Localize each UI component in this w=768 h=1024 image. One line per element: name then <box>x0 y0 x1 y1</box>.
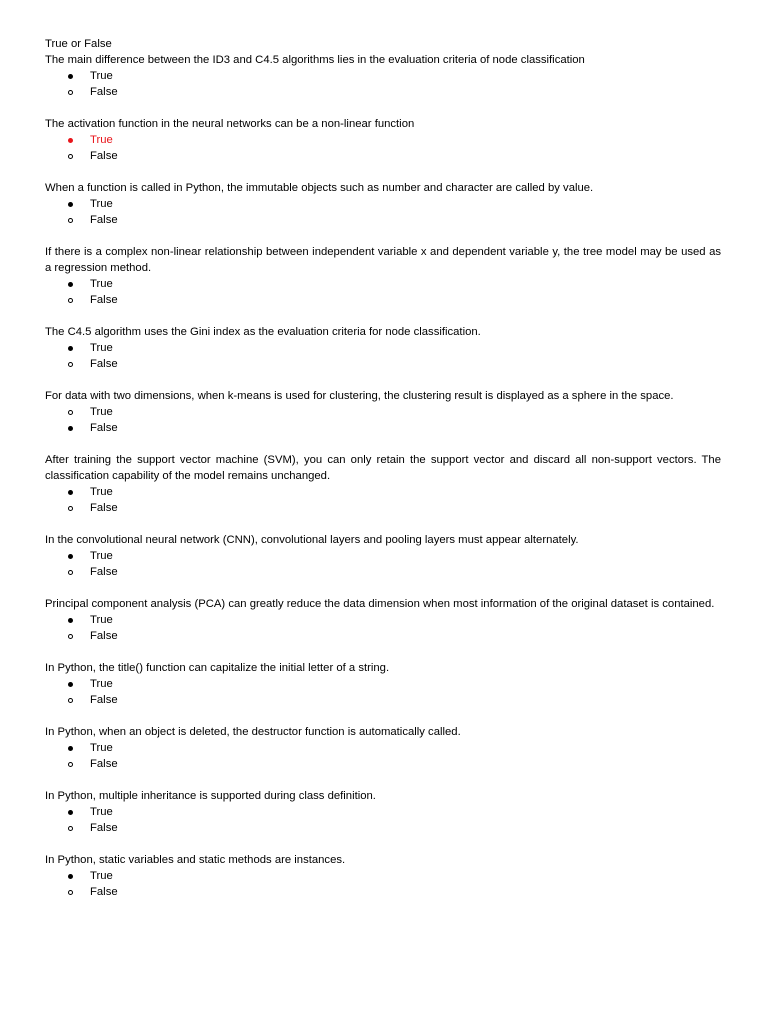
filled-bullet-icon <box>67 484 77 500</box>
question-item <box>45 388 721 436</box>
answer-option <box>45 804 721 820</box>
answer-options <box>45 132 721 164</box>
hollow-circle-bullet-icon <box>67 356 77 372</box>
answer-option <box>45 692 721 708</box>
question-text: The activation function in the neural networks can be a non-linear function <box>45 118 415 130</box>
option-label: False <box>90 294 118 306</box>
hollow-circle-bullet-icon <box>67 692 77 708</box>
answer-options <box>45 868 721 900</box>
answer-option <box>45 612 721 628</box>
filled-bullet-icon <box>67 132 77 148</box>
question-item <box>45 596 721 644</box>
hollow-circle-bullet-icon <box>67 756 77 772</box>
question-item <box>45 244 721 308</box>
option-label: True <box>90 278 113 290</box>
option-label: False <box>90 630 118 642</box>
question-item <box>45 52 721 100</box>
question-text: If there is a complex non-linear relationship between independent variable x and dependent variable y, the tree model may be used as a regression method. <box>45 246 721 274</box>
option-label: True <box>90 806 113 818</box>
answer-option <box>45 420 721 436</box>
filled-bullet-icon <box>67 196 77 212</box>
answer-option <box>45 84 721 100</box>
question-item <box>45 180 721 228</box>
option-label: False <box>90 758 118 770</box>
question-text: In Python, the title() function can capitalize the initial letter of a string. <box>45 662 390 674</box>
hollow-circle-bullet-icon <box>67 884 77 900</box>
question-text: After training the support vector machine (SVM), you can only retain the support vector and discard all non-support vectors. The classification capability of the model remains unchanged. <box>45 454 721 482</box>
question-text: In Python, when an object is deleted, the destructor function is automatically called. <box>45 726 461 738</box>
answer-options <box>45 676 721 708</box>
option-label: False <box>90 694 118 706</box>
document-title: True or False <box>45 38 112 50</box>
answer-option <box>45 740 721 756</box>
option-label: False <box>90 822 118 834</box>
option-label: False <box>90 358 118 370</box>
hollow-circle-bullet-icon <box>67 148 77 164</box>
option-label: False <box>90 214 118 226</box>
question-text: The main difference between the ID3 and C4.5 algorithms lies in the evaluation criteria of node classification <box>45 54 585 66</box>
hollow-circle-bullet-icon <box>67 404 77 420</box>
option-label: True <box>90 870 113 882</box>
option-label: True <box>90 742 113 754</box>
filled-bullet-icon <box>67 340 77 356</box>
question-item <box>45 788 721 836</box>
hollow-circle-bullet-icon <box>67 84 77 100</box>
option-label: True <box>90 406 113 418</box>
question-item <box>45 116 721 164</box>
answer-option <box>45 500 721 516</box>
question-text: When a function is called in Python, the immutable objects such as number and character are called by value. <box>45 182 594 194</box>
question-text: In Python, static variables and static methods are instances. <box>45 854 346 866</box>
option-label: False <box>90 150 118 162</box>
question-item <box>45 324 721 372</box>
answer-options <box>45 804 721 836</box>
hollow-circle-bullet-icon <box>67 292 77 308</box>
question-item <box>45 852 721 900</box>
filled-bullet-icon <box>67 612 77 628</box>
answer-options <box>45 740 721 772</box>
answer-option <box>45 404 721 420</box>
answer-option <box>45 676 721 692</box>
answer-options <box>45 276 721 308</box>
question-text: In the convolutional neural network (CNN), convolutional layers and pooling layers must appear alternately. <box>45 534 579 546</box>
answer-option <box>45 132 721 148</box>
option-label: True <box>90 678 113 690</box>
answer-option <box>45 564 721 580</box>
answer-option <box>45 548 721 564</box>
answer-options <box>45 404 721 436</box>
answer-options <box>45 612 721 644</box>
option-label: True <box>90 550 113 562</box>
answer-option <box>45 292 721 308</box>
answer-option <box>45 628 721 644</box>
answer-options <box>45 484 721 516</box>
answer-option <box>45 820 721 836</box>
question-item <box>45 660 721 708</box>
answer-option <box>45 484 721 500</box>
option-label: True <box>90 134 113 146</box>
option-label: False <box>90 502 118 514</box>
filled-bullet-icon <box>67 276 77 292</box>
hollow-circle-bullet-icon <box>67 500 77 516</box>
option-label: False <box>90 86 118 98</box>
hollow-circle-bullet-icon <box>67 820 77 836</box>
answer-options <box>45 548 721 580</box>
answer-option <box>45 196 721 212</box>
filled-bullet-icon <box>67 548 77 564</box>
option-label: True <box>90 342 113 354</box>
filled-bullet-icon <box>67 676 77 692</box>
option-label: False <box>90 422 118 434</box>
hollow-circle-bullet-icon <box>67 628 77 644</box>
option-label: False <box>90 566 118 578</box>
answer-option <box>45 884 721 900</box>
filled-bullet-icon <box>67 420 77 436</box>
option-label: True <box>90 486 113 498</box>
answer-option <box>45 756 721 772</box>
option-label: True <box>90 198 113 210</box>
filled-bullet-icon <box>67 868 77 884</box>
hollow-circle-bullet-icon <box>67 564 77 580</box>
filled-bullet-icon <box>67 804 77 820</box>
option-label: True <box>90 614 113 626</box>
answer-options <box>45 196 721 228</box>
answer-option <box>45 68 721 84</box>
question-text: The C4.5 algorithm uses the Gini index as the evaluation criteria for node classification. <box>45 326 481 338</box>
option-label: True <box>90 70 113 82</box>
answer-option <box>45 356 721 372</box>
hollow-circle-bullet-icon <box>67 212 77 228</box>
filled-bullet-icon <box>67 740 77 756</box>
answer-option <box>45 148 721 164</box>
question-text: Principal component analysis (PCA) can greatly reduce the data dimension when most information of the original dataset is contained. <box>45 598 715 610</box>
option-label: False <box>90 886 118 898</box>
answer-option <box>45 868 721 884</box>
document-page <box>45 36 721 916</box>
question-list <box>45 52 721 900</box>
question-text: For data with two dimensions, when k-means is used for clustering, the clustering result is displayed as a sphere in the space. <box>45 390 674 402</box>
question-text: In Python, multiple inheritance is supported during class definition. <box>45 790 376 802</box>
answer-option <box>45 212 721 228</box>
answer-option <box>45 340 721 356</box>
filled-bullet-icon <box>67 68 77 84</box>
answer-options <box>45 340 721 372</box>
question-item <box>45 532 721 580</box>
question-item <box>45 452 721 516</box>
question-item <box>45 724 721 772</box>
answer-options <box>45 68 721 100</box>
answer-option <box>45 276 721 292</box>
